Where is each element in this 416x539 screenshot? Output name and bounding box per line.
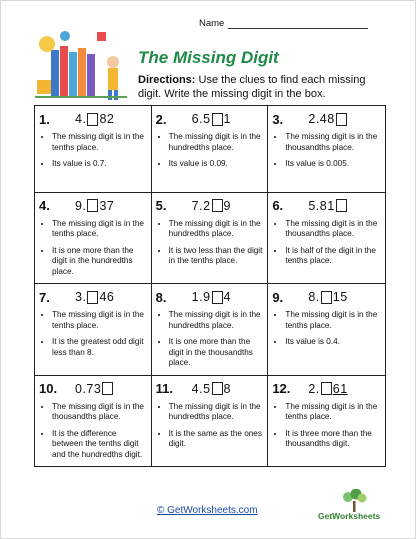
digits-before: 1.9: [191, 290, 211, 304]
problem-number-display: [75, 112, 114, 126]
answer-box[interactable]: [87, 113, 98, 126]
clue: • It is one more than the digit in the hundredths place.: [52, 246, 147, 278]
directions-label: Directions:: [138, 74, 196, 86]
clue-list: [272, 132, 381, 170]
clue: • It is one more than the digit in the thousandths place.: [169, 337, 264, 369]
clue: • The missing digit is in the tenths place.: [285, 310, 381, 331]
problem-cell: [268, 193, 385, 285]
clue-list: [156, 310, 264, 369]
clue-list: [156, 219, 264, 267]
digits-before: 3.: [75, 290, 87, 304]
problem-number: 4.: [39, 198, 50, 213]
digits-before: 8.: [308, 290, 320, 304]
worksheet-title: The Missing Digit: [138, 48, 279, 67]
clue: • It is the same as the ones digit.: [169, 429, 264, 450]
digits-before: 2.: [308, 381, 320, 396]
answer-box[interactable]: [321, 382, 332, 395]
directions: [138, 73, 388, 101]
clue: • The missing digit is in the hundredths place.: [169, 310, 264, 331]
answer-box[interactable]: [87, 199, 98, 212]
directions-text: Use the clues to find each missing digit. Write the missing digit in the box.: [138, 74, 366, 100]
digits-before: 7.2: [191, 198, 211, 213]
problem-number-display: [308, 112, 347, 126]
problem-number-display: [192, 112, 231, 126]
answer-box[interactable]: [336, 113, 347, 126]
clue-list: [272, 402, 381, 450]
clue: • The missing digit is in the tenths place.: [285, 402, 381, 423]
digits-after: 15: [332, 290, 348, 304]
digits-before: 4.5: [191, 381, 211, 396]
problem-number: 8.: [155, 289, 167, 305]
clue: • The missing digit is in the tenths place.: [52, 132, 147, 153]
clue: • It is half of the digit in the tenths place.: [285, 246, 381, 267]
tree-logo-icon: [334, 489, 374, 513]
answer-box[interactable]: [212, 199, 223, 212]
digits-before: 6.5: [191, 112, 211, 126]
clue-list: [156, 402, 264, 450]
digits-after: 82: [99, 112, 115, 126]
math-clipart-icon: [35, 28, 127, 102]
clue: • It is three more than the thousandths digit.: [285, 429, 381, 450]
problem-number: 12.: [272, 381, 291, 396]
clue: • Its value is 0.4.: [285, 337, 381, 348]
problem-cell: [268, 106, 385, 193]
digits-before: 4.: [75, 112, 87, 126]
clue: • It is two less than the digit in the tenths place.: [169, 246, 264, 267]
clue: • It is the difference between the tenths digit and the hundredths digit.: [52, 429, 147, 461]
problem-cell: [152, 193, 269, 285]
clue: • Its value is 0.7.: [52, 159, 147, 170]
problem-cell: [152, 376, 269, 467]
digits-before: 9.: [75, 198, 87, 213]
clue: • Its value is 0.005.: [285, 159, 381, 170]
clue: • It is the greatest odd digit less than 8.: [52, 337, 147, 358]
problem-number: 6.: [272, 198, 284, 213]
answer-box[interactable]: [212, 291, 223, 304]
problem-number-display: [308, 382, 347, 396]
clue-list: [272, 219, 381, 267]
problem-cell: [35, 193, 152, 285]
problem-cell: [35, 106, 152, 193]
problem-cell: [152, 284, 269, 376]
clue-list: [39, 132, 147, 170]
problem-number-display: [192, 382, 231, 396]
clue-list: [39, 310, 147, 358]
answer-box[interactable]: [212, 113, 223, 126]
name-line[interactable]: [228, 19, 368, 29]
answer-box[interactable]: [87, 291, 98, 304]
digits-after: 4: [223, 290, 231, 304]
clue: • Its value is 0.09.: [169, 159, 264, 170]
problem-cell: [268, 284, 385, 376]
problem-cell: [35, 284, 152, 376]
clue: • The missing digit is in the hundredths place.: [169, 219, 264, 240]
digits-after: 61: [332, 381, 348, 396]
problem-number: 10.: [39, 381, 58, 396]
answer-box[interactable]: [102, 382, 113, 395]
digits-before: 2.48: [308, 112, 335, 126]
problem-number: 3.: [272, 111, 284, 127]
digits-after: 46: [99, 290, 115, 304]
answer-box[interactable]: [336, 199, 347, 212]
problem-number-display: [308, 290, 347, 304]
clue: • The missing digit is in the tenths place.: [52, 310, 147, 331]
clue: • The missing digit is in the hundredths place.: [169, 132, 264, 153]
digits-before: 0.73: [75, 381, 102, 396]
name-field: [199, 18, 368, 29]
name-label: Name: [199, 18, 225, 29]
clue: • The missing digit is in the thousandths place.: [285, 132, 381, 153]
problem-cell: [35, 376, 152, 467]
digits-after: 8: [223, 381, 231, 396]
problem-cell: [152, 106, 269, 193]
problem-number-display: [192, 290, 231, 304]
problem-number: 9.: [272, 289, 284, 305]
clue: • The missing digit is in the tenths place.: [52, 219, 147, 240]
digits-before: 5.81: [308, 198, 335, 213]
digits-after: 9: [223, 198, 231, 213]
problem-number-display: [192, 199, 231, 213]
problem-number: 5.: [155, 198, 167, 213]
clue-list: [39, 402, 147, 461]
digits-after: 1: [223, 112, 231, 126]
clue: • The missing digit is in the thousandths place.: [52, 402, 147, 423]
problem-cell: [268, 376, 385, 467]
problem-number-display: [75, 382, 114, 396]
problem-number: 11.: [155, 381, 174, 396]
answer-box[interactable]: [321, 291, 332, 304]
clue-list: [156, 132, 264, 170]
problem-number: 2.: [155, 111, 167, 127]
answer-box[interactable]: [212, 382, 223, 395]
digits-after: 37: [99, 198, 115, 213]
problem-number: 1.: [39, 111, 50, 127]
footer-link[interactable]: © GetWorksheets.com: [157, 505, 258, 516]
site-logo: [318, 489, 390, 525]
clue: • The missing digit is in the hundredths place.: [169, 402, 264, 423]
logo-text: GetWorksheets: [318, 511, 381, 521]
problem-number-display: [75, 199, 114, 213]
problem-grid: [34, 105, 386, 467]
problem-number-display: [308, 199, 347, 213]
problem-number: 7.: [39, 289, 50, 305]
clue-list: [272, 310, 381, 348]
clue: • The missing digit is in the thousandths place.: [285, 219, 381, 240]
clue-list: [39, 219, 147, 278]
problem-number-display: [75, 290, 114, 304]
